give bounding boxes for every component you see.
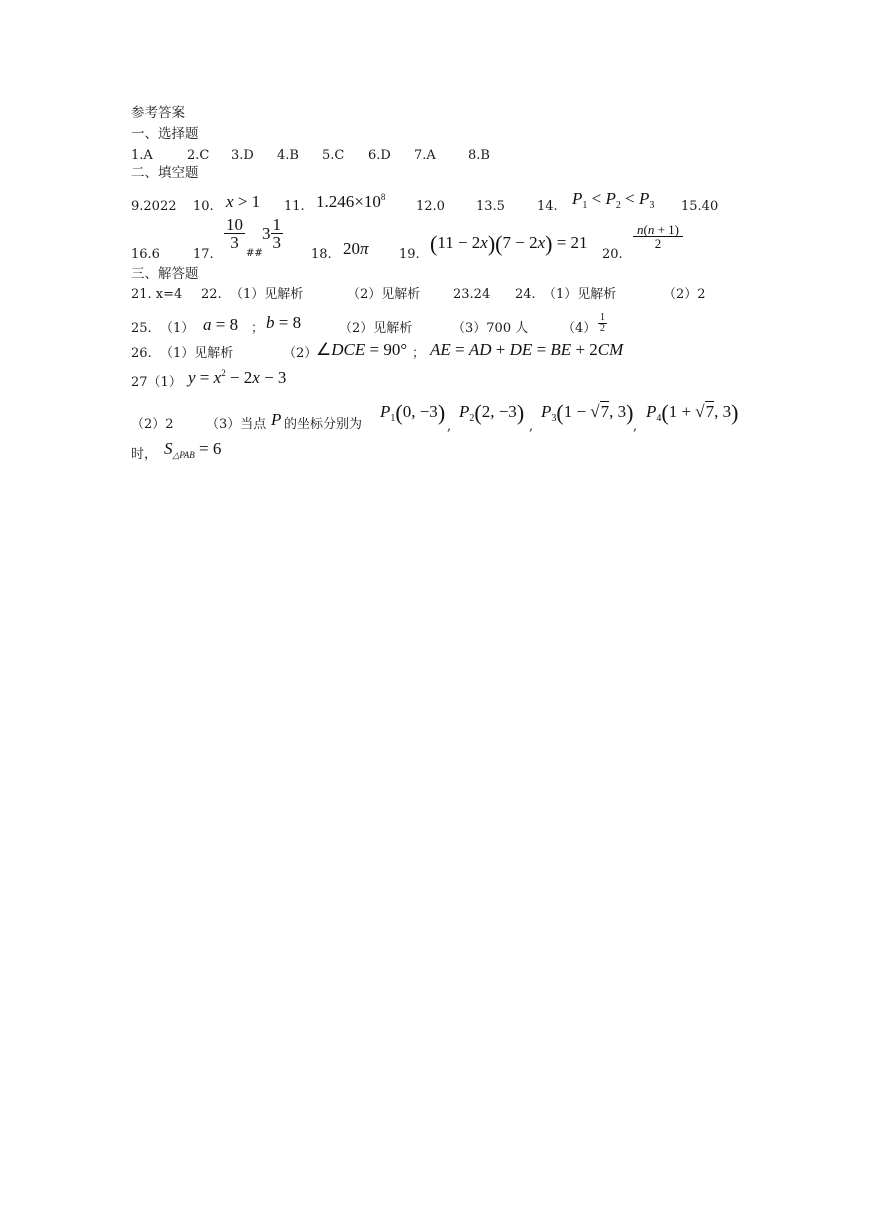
solve-answer-27-P1: $P_1(0$, −3) bbox=[380, 400, 446, 425]
solve-answer-22-part2: （2）见解析 bbox=[347, 287, 421, 302]
solve-label-24: 24. bbox=[515, 287, 536, 302]
section-choice-heading: 一、选择题 bbox=[131, 126, 199, 142]
fill-answer-18-math: 20π bbox=[343, 239, 369, 258]
fill-answer-17-mixed: 3 $\frac{1}{3}$ bbox=[262, 215, 281, 252]
page-title: 参考答案 bbox=[131, 105, 185, 121]
solve-answer-26-part1: （1）见解析 bbox=[160, 346, 234, 361]
solve-answer-24-part2: （2）2 bbox=[663, 287, 706, 302]
solve-answer-26-equation: AE = AD + DE = BE + 2CM bbox=[430, 340, 624, 359]
fill-answer-20-math: $\frac{n(n + 1)}{2}$ bbox=[633, 223, 683, 250]
fill-answer-10-math: x > 1 bbox=[226, 192, 261, 211]
choice-answer-3: 3.D bbox=[231, 148, 254, 163]
solve-answer-27-comma-1: , bbox=[447, 419, 452, 434]
choice-answer-7: 7.A bbox=[414, 148, 436, 163]
solve-answer-27-part1-math: $y = x^2 - 2x - 3$ bbox=[188, 368, 287, 387]
solve-answer-21: 21. x=4 bbox=[131, 287, 183, 302]
solve-answer-25-part4-fraction: $\frac{1}{2}$ bbox=[600, 312, 605, 334]
solve-answer-26-separator: ； bbox=[412, 346, 426, 361]
solve-answer-27-part1-label: 27（1） bbox=[131, 375, 182, 390]
solve-answer-27-part2: （2）2 bbox=[131, 417, 174, 432]
fill-answer-19-math: (11 − 2x)(7 − 2x) = 21 bbox=[430, 231, 588, 256]
fill-label-10: 10. bbox=[193, 199, 214, 214]
section-solve-heading: 三、解答题 bbox=[131, 266, 199, 282]
fill-label-11: 11. bbox=[284, 199, 305, 214]
solve-answer-27-P2: $P_2(2$, −3) bbox=[459, 400, 525, 425]
fill-answer-9: 9.2022 bbox=[131, 199, 177, 214]
fill-label-20: 20. bbox=[602, 247, 623, 262]
solve-answer-25-a: a = 8 bbox=[203, 315, 239, 334]
solve-answer-27-P4: $P_4(1 + √7$, 3) bbox=[646, 400, 739, 425]
solve-answer-25-part4-label: （4） bbox=[562, 321, 597, 336]
solve-answer-25-separator: ； bbox=[251, 321, 265, 336]
solve-answer-23: 23.24 bbox=[453, 287, 491, 302]
solve-answer-22-part1: （1）见解析 bbox=[230, 287, 304, 302]
solve-answer-24-part1: （1）见解析 bbox=[543, 287, 617, 302]
solve-answer-25-part1-label: （1） bbox=[160, 321, 195, 336]
solve-answer-25-part2: （2）见解析 bbox=[339, 321, 413, 336]
solve-answer-27-area: $S_{\triangle PAB} = 6$ bbox=[164, 439, 222, 460]
fill-answer-16: 16.6 bbox=[131, 247, 160, 262]
solve-answer-27-part3-text-b: 的坐标分别为 bbox=[284, 417, 363, 432]
fill-label-18: 18. bbox=[311, 247, 332, 262]
fill-answer-15: 15.40 bbox=[681, 199, 719, 214]
choice-answer-5: 5.C bbox=[322, 148, 345, 163]
solve-answer-27-P3: $P_3(1 - √7$, 3) bbox=[541, 400, 634, 425]
solve-answer-27-comma-2: , bbox=[529, 419, 534, 434]
fill-answer-14-math: $P_1 < P_2 < P_3$ bbox=[572, 189, 655, 211]
fill-answer-12: 12.0 bbox=[416, 199, 445, 214]
solve-answer-27-time-label: 时， bbox=[131, 447, 158, 462]
fill-answer-17-separator: ## bbox=[246, 248, 263, 259]
fill-label-14: 14. bbox=[537, 199, 558, 214]
choice-answer-8: 8.B bbox=[468, 148, 490, 163]
solve-answer-27-comma-3: , bbox=[633, 419, 638, 434]
fill-label-19: 19. bbox=[399, 247, 420, 262]
fill-answer-17-fraction: $\frac{10}{3}$ bbox=[226, 215, 243, 252]
solve-answer-26-part2-label: （2） bbox=[283, 346, 318, 361]
solve-answer-27-part3-text-a: （3）当点 bbox=[206, 417, 267, 432]
choice-answer-4: 4.B bbox=[277, 148, 299, 163]
choice-answer-1: 1.A bbox=[131, 148, 153, 163]
choice-answer-6: 6.D bbox=[368, 148, 391, 163]
solve-answer-27-point-P: P bbox=[271, 410, 282, 429]
solve-label-22: 22. bbox=[201, 287, 222, 302]
solve-answer-25-b: b = 8 bbox=[266, 313, 302, 332]
solve-answer-25-part3: （3）700 人 bbox=[452, 321, 529, 336]
choice-answer-2: 2.C bbox=[187, 148, 210, 163]
solve-label-26: 26. bbox=[131, 346, 152, 361]
fill-label-17: 17. bbox=[193, 247, 214, 262]
solve-answer-26-angle: ∠DCE = 90° bbox=[316, 340, 408, 359]
section-fill-heading: 二、填空题 bbox=[131, 165, 199, 181]
fill-answer-11-math: $1.246\times 10^8$ bbox=[316, 192, 386, 211]
solve-label-25: 25. bbox=[131, 321, 152, 336]
fill-answer-13: 13.5 bbox=[476, 199, 505, 214]
